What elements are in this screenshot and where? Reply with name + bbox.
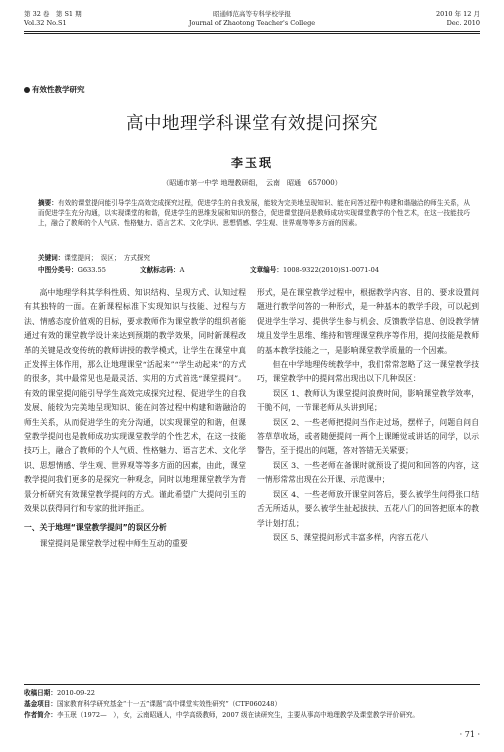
- date-en: Dec. 2010: [446, 19, 480, 27]
- misconception-4: 误区 4、一些老师放开课堂问答后，要么被学生问得张口结舌无所适从，要么被学生扯起拔扶、五花八门的回答把原本的教学计划打乱；: [257, 489, 479, 528]
- doc-value: A: [179, 266, 185, 274]
- misconception-5: 误区 5、课堂提问形式丰富多样，内容五花八: [272, 532, 429, 542]
- issue-cn: 第 32 卷 第 S1 期: [24, 10, 82, 18]
- section-heading: 一、关于地理“课堂教学提问”的误区分析: [24, 522, 167, 532]
- journal-name-en: Journal of Zhaotong Teacher's College: [188, 19, 316, 27]
- date-cn: 2010 年 12 月: [435, 10, 480, 18]
- keywords-label: 关键词：: [38, 254, 65, 262]
- clc-number: [38, 264, 106, 274]
- issue-en: Vol.32 No.S1: [24, 19, 67, 27]
- article-value: 1008-9322(2010)S1-0071-04: [282, 266, 380, 274]
- body-paragraph: 高中地理学科其学科性质、知识结构、呈现方式、认知过程有其独特的一面。在新课程标准下实现知识与技能、过程与方法、情感态度价值观的目标，要求教师作为课堂教学的组织者能通过有效的课堂教学设计来达到预期的教学效果，同时新课程改革的关键是改变传统的教师讲授的教学模式，让学生在课堂中真正发挥主体作用，那么让地理课堂“活起来”“学生动起来”的方式的很多，其中最常见也是最灵活、实用的方式首选“课堂提问”。有效的课堂提问能引导学生高效完成探究过程、促进学生的自我发展、能较为完美地呈现知识、能在问答过程中构建和谐融洽的师生关系，从而促进学生的充分沟通，以实现课堂的和谐，但课堂教学提问也是教师成功实现课堂教学的个性艺术，在这一技能技巧上，融合了教师的个人气质、性格魅力、语言艺术、文化学识、思想情感、学生观、世界观等等多方面的因素，由此，课堂教学提问我们更多的是探究一种观念，同时以地理课堂教学为背景分析研究有效课堂教学提问的方式。谨此希望广大提问引玉的效果以获得同行和专家的批评指正。: [24, 288, 246, 514]
- abstract-label: 摘要：: [38, 199, 58, 207]
- footnote-rule: [24, 684, 480, 685]
- misconception-1: 误区 1、教师认为课堂提问浪费时间，影响课堂教学效率，干脆不问，一节课老师从头讲到尾；: [257, 388, 479, 413]
- fund-label: 基金项目：: [24, 700, 57, 708]
- section-label: 有效性教学研究: [32, 85, 85, 94]
- page-number: · 71 ·: [459, 730, 480, 739]
- fund-value: 国家教育科学研究基金“十一五”课题“高中课堂实效性研究”（CTF060248）: [56, 700, 282, 708]
- keywords-text: 课堂提问； 误区； 方式探究: [64, 254, 151, 262]
- abstract: [38, 198, 470, 229]
- body-paragraph: 但在中学地理传统教学中，我们常常忽略了这一课堂教学技巧，课堂教学中的提问常出现出以下几种误区：: [257, 360, 479, 384]
- author-bio: [24, 710, 480, 720]
- keywords: [38, 252, 150, 262]
- misconception-2: 误区 2、一些老师把提问当作走过场，摆样子，问题自问自答草草收场，或者随便提问一两个上课睡觉或讲话的同学，以示警告，至于提出的问题，答对答错无关紧要；: [257, 417, 479, 456]
- clc-label: 中图分类号：: [38, 266, 78, 274]
- doc-label: 文献标志码：: [140, 266, 180, 274]
- clc-value: G633.55: [77, 266, 106, 274]
- article-number: [250, 264, 379, 274]
- journal-header: [0, 0, 504, 72]
- bullet-icon: [24, 87, 30, 93]
- body-paragraph: 形式，是在课堂教学过程中，根据教学内容、目的、要求设置问题进行教学问答的一种形式，是一种基本的教学手段，可以起到促进学生学习、提供学生参与机会、反馈教学信息、创设教学情境且发学生思维、维持和管理课堂秩序等作用，提问技能是教师的基本教学技能之一，是影响课堂教学质量的一个因素。: [257, 288, 479, 355]
- received-value: 2010-09-22: [56, 689, 95, 697]
- author-affiliation: （昭通市第一中学 地理教研组， 云南 昭通 657000）: [162, 179, 342, 187]
- article-title: 高中地理学科课堂有效提问探究: [126, 114, 378, 134]
- abstract-text: 有效的课堂提问能引导学生高效完成探究过程，促进学生的自我发展，能较为完美地呈现知识、能在问答过程中构建和谐融洽的师生关系，从而促进学生充分沟通，以实现课堂的和谐，促进学生的思维发展和知识的整合，促进课堂提问是教师成功实现课堂教学的个性艺术，在这一技能技巧上，融合了教师的个人气质、性格魅力、语言艺术、文化学识、思想情感、学生观、世界观等等多方面的因素。: [38, 199, 471, 228]
- bio-label: 作者简介：: [24, 711, 57, 719]
- received-label: 收稿日期：: [24, 689, 57, 697]
- header-rule-top: [24, 31, 480, 32]
- section-tag: [24, 84, 85, 95]
- body-paragraph: 课堂提问是课堂教学过程中师生互动的重要: [39, 538, 188, 548]
- author-name: 李玉珉: [230, 156, 273, 170]
- body-column-right: [257, 286, 479, 545]
- bio-value: 李玉珉（1972— ），女，云南昭通人，中学高级教师，2007 级在读研究生，主要从事高中地理教学及课堂教学评价研究。: [56, 711, 420, 719]
- header-rule-bottom: [24, 33, 480, 34]
- body-column-left: [24, 286, 246, 551]
- doc-code: [140, 264, 184, 274]
- fund-info: [24, 699, 480, 709]
- journal-name-cn: 昭通师范高等专科学校学报: [213, 10, 291, 18]
- article-label: 文章编号：: [250, 266, 283, 274]
- received-date: [24, 688, 480, 698]
- misconception-3: 误区 3、一些老师在备课时就预设了提问和回答的内容，这一情形常常出现在公开课、示范课中；: [257, 460, 479, 485]
